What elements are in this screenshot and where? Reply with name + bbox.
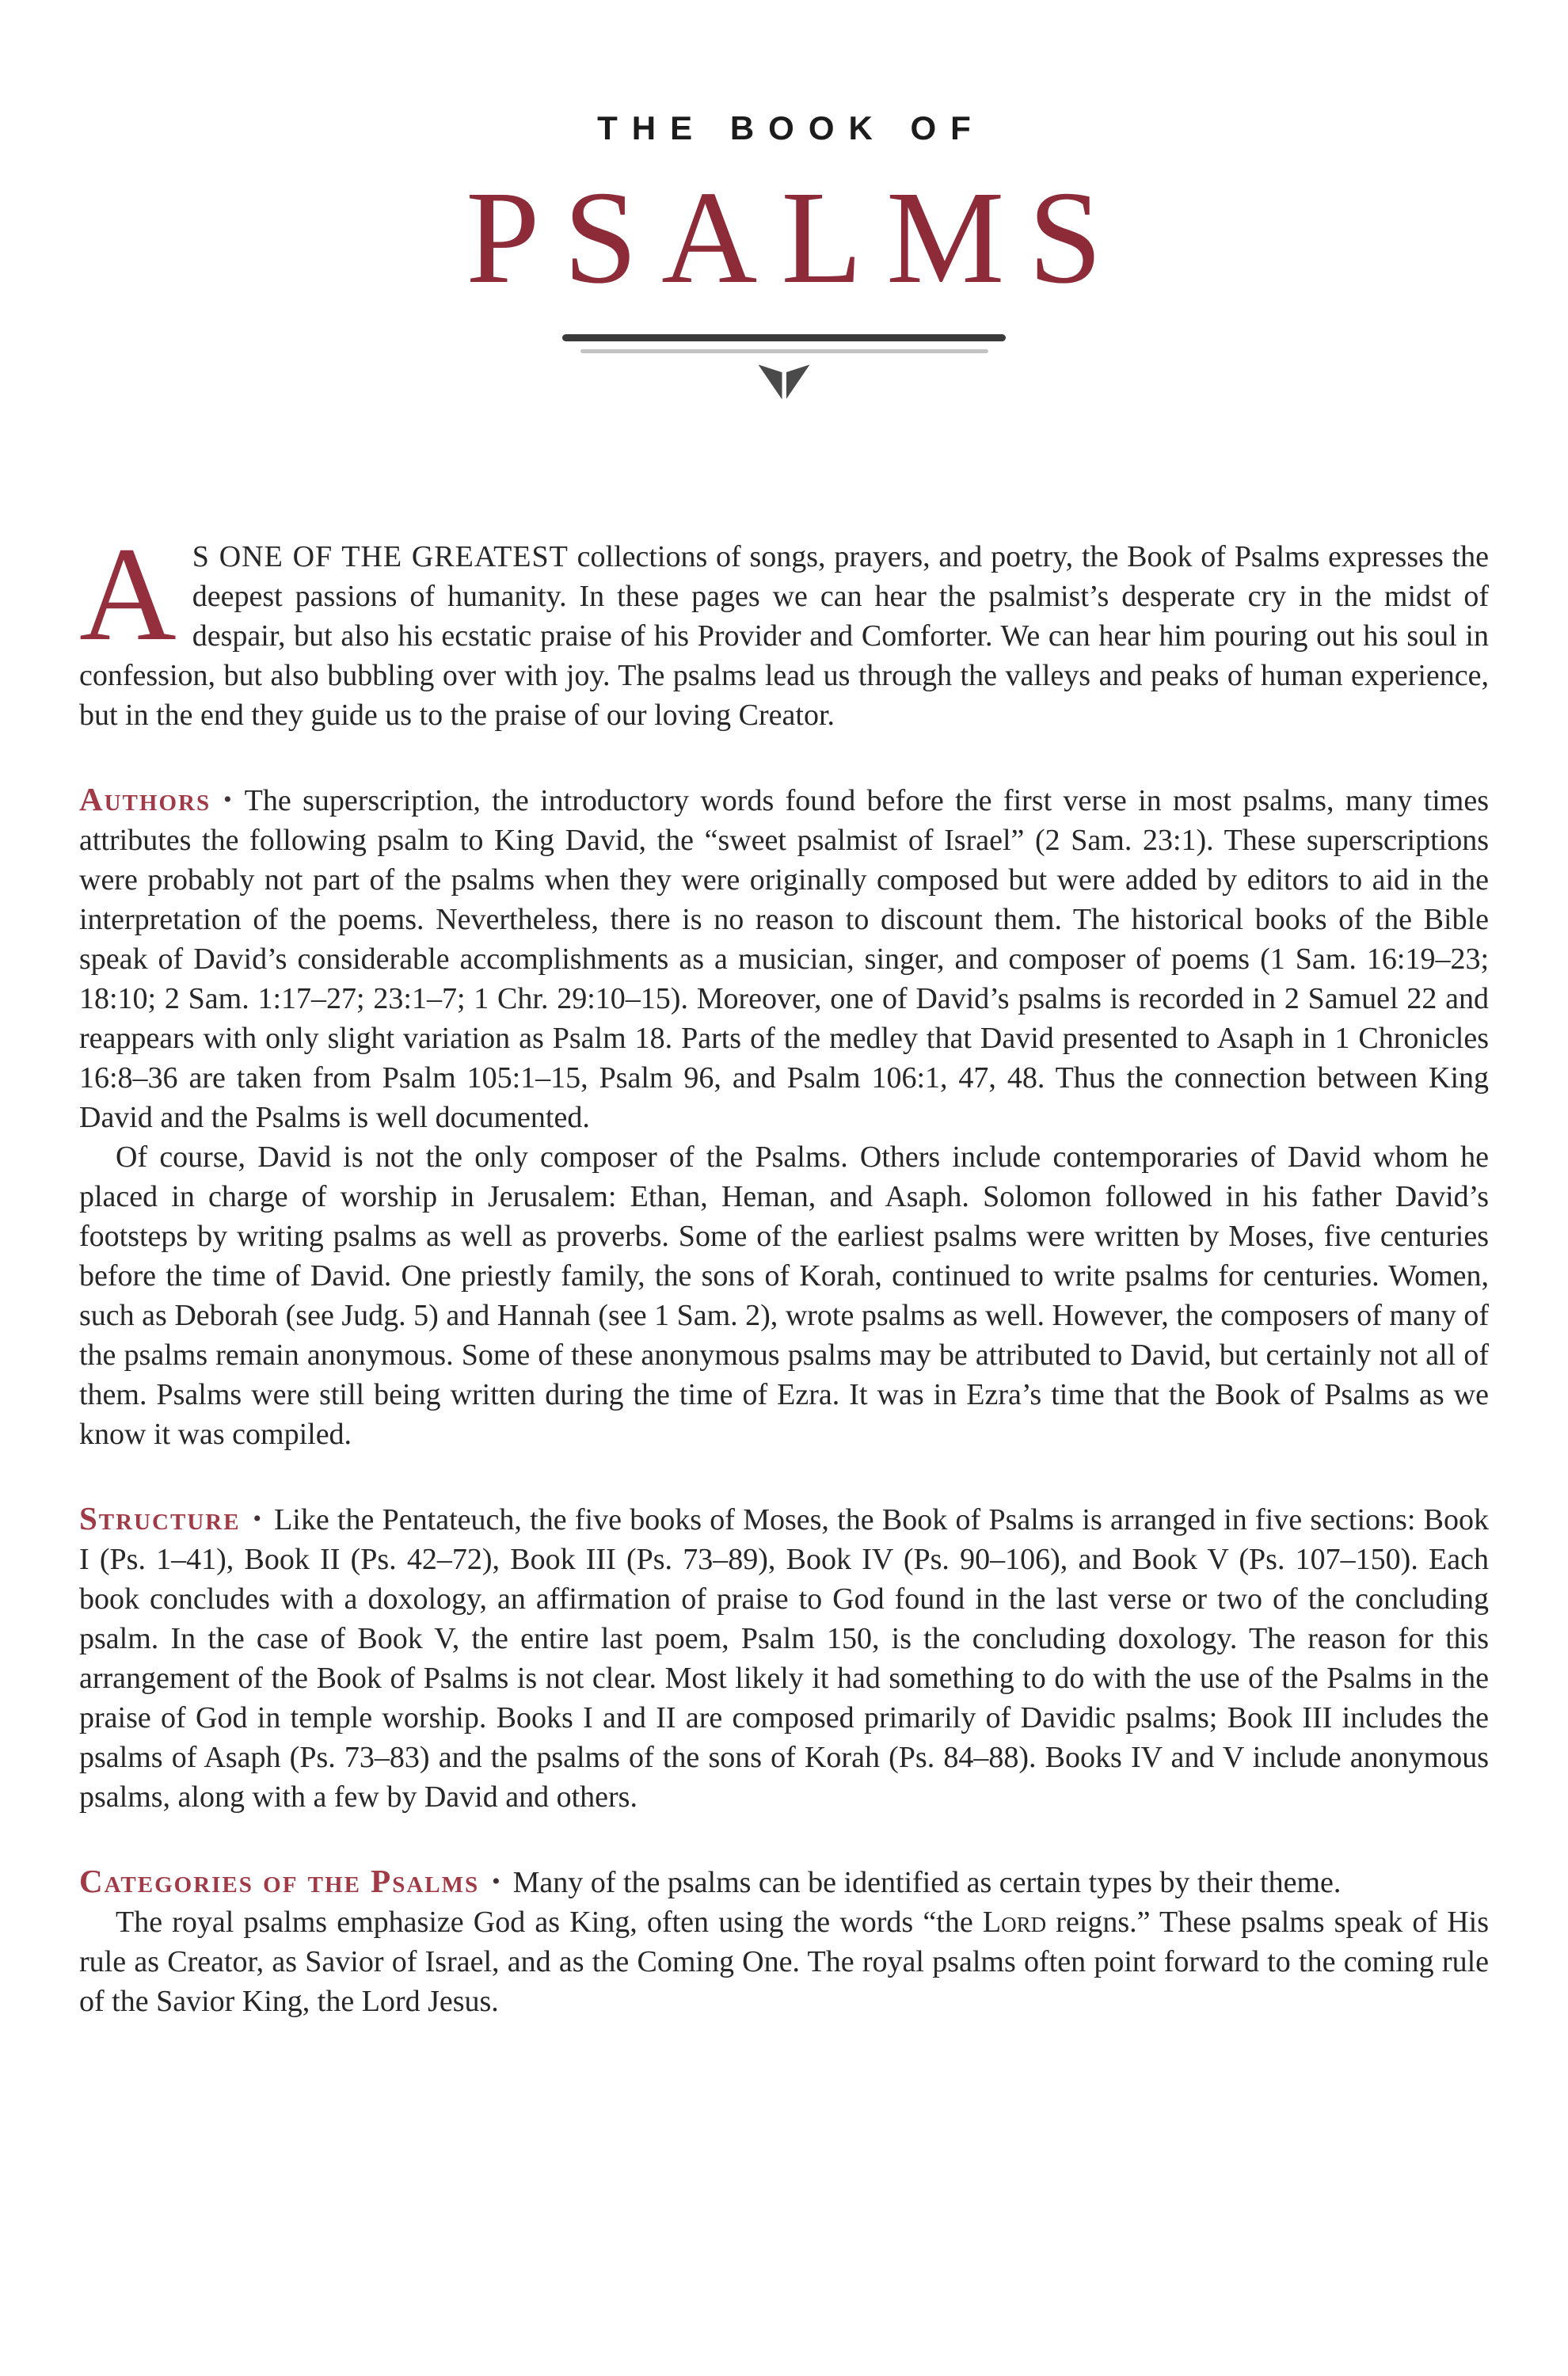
book-kicker: THE BOOK OF	[597, 109, 985, 147]
authors-heading-bullet: •	[223, 786, 232, 813]
wing-right-shape	[786, 364, 810, 399]
structure-paragraph-1-text: Like the Pentateuch, the five books of Moses, the Book of Psalms is arranged in five sections: Book I (Ps. 1–41), Book II (Ps. 42–72), Book III (Ps. 73–89), Book IV (Ps. 90–106), and Book V (Ps. 107–150). Each book concludes with a doxology, an affirmation of praise to God found in the last verse or two of the concluding psalm. In the case of Book V, the entire last poem, Psalm 150, is the concluding doxology. The reason for this arrangement of the Book of Psalms is not clear. Most likely it had something to do with the use of the Psalms in the praise of God in temple worship. Books I and II are composed primarily of Davidic psalms; Book III includes the psalms of Asaph (Ps. 73–83) and the psalms of the sons of Korah (Ps. 84–88). Books IV and V include anonymous psalms, along with a few by David and others.	[79, 1503, 1489, 1814]
masthead	[79, 0, 1489, 404]
structure-heading-bullet: •	[253, 1506, 262, 1533]
authors-heading: Authors	[79, 781, 211, 818]
categories-paragraph-1	[79, 1861, 1489, 1902]
wing-left-shape	[759, 364, 782, 399]
wings-ornament-icon	[79, 364, 1489, 404]
section-authors	[79, 779, 1489, 1454]
authors-paragraph-2: Of course, David is not the only composer of the Psalms. Others include contemporaries of David whom he placed in charge of worship in Jerusalem: Ethan, Heman, and Asaph. Solomon followed in his father David’s footsteps by writing psalms as well as proverbs. Some of the earliest psalms were written by Moses, five centuries before the time of David. One priestly family, the sons of Korah, continued to write psalms for centuries. Women, such as Deborah (see Judg. 5) and Hannah (see 1 Sam. 2), wrote psalms as well. However, the composers of many of the psalms remain anonymous. Some of these anonymous psalms may be attributed to David, but certainly not all of them. Psalms were still being written during the time of Ezra. It was in Ezra’s time that the Book of Psalms as we know it was compiled.	[79, 1140, 1489, 1452]
intro-paragraph	[79, 520, 1489, 735]
intro-lead-caps: S ONE OF THE GREATEST	[192, 540, 569, 574]
intro-text: collections of songs, prayers, and poetry, the Book of Psalms expresses the deepest passions of humanity. In these pages we can hear the psalmist’s desperate cry in the midst of despair, but also his ecstatic praise of his Provider and Comforter. We can hear him pouring out his soul in confession, but also bubbling over with joy. The psalms lead us through the valleys and peaks of human experience, but in the end they guide us to the praise of our loving Creator.	[79, 540, 1489, 733]
categories-heading-bullet: •	[492, 1868, 500, 1895]
dropcap-letter: A	[79, 520, 177, 669]
divider-rule-dark	[562, 334, 1006, 341]
authors-paragraph-1-text: The superscription, the introductory words found before the first verse in most psalms, many times attributes the following psalm to King David, the “sweet psalmist of Israel” (2 Sam. 23:1). These superscriptions were probably not part of the psalms when they were originally composed but were added by editors to aid in the interpretation of the poems. Nevertheless, there is no reason to discount them. The historical books of the Bible speak of David’s considerable accomplishments as a musician, singer, and composer of poems (1 Sam. 16:19–23; 18:10; 2 Sam. 1:17–27; 23:1–7; 1 Chr. 29:10–15). Moreover, one of David’s psalms is recorded in 2 Samuel 22 and reappears with only slight variation as Psalm 18. Parts of the medley that David presented to Asaph in 1 Chronicles 16:8–36 are taken from Psalm 105:1–15, Psalm 96, and Psalm 106:1, 47, 48. Thus the connection between King David and the Psalms is well documented.	[79, 784, 1489, 1135]
royal-psalms-text-pre: The royal psalms emphasize God as King, often using the words “the	[116, 1906, 983, 1940]
authors-paragraph-1	[79, 779, 1489, 1137]
structure-heading: Structure	[79, 1500, 241, 1537]
book-title: PSALMS	[466, 164, 1126, 311]
categories-paragraph-1-text: Many of the psalms can be identified as certain types by their theme.	[512, 1866, 1342, 1900]
lord-smallcaps: Lord	[982, 1906, 1047, 1940]
royal-psalms-text-post: reigns.” These psalms speak of His rule as Creator, as Savior of Israel, and as the Coming One. The royal psalms often point forward to the coming rule of the Savior King, the Lord Jesus.	[79, 1906, 1489, 2019]
section-categories	[79, 1861, 1489, 2021]
categories-paragraph-2	[79, 1902, 1489, 2021]
section-structure	[79, 1498, 1489, 1817]
title-divider	[79, 334, 1489, 404]
introduction-body	[79, 404, 1489, 2021]
structure-paragraph-1	[79, 1498, 1489, 1817]
divider-rule-light	[580, 349, 988, 353]
categories-heading: Categories of the Psalms	[79, 1863, 480, 1900]
